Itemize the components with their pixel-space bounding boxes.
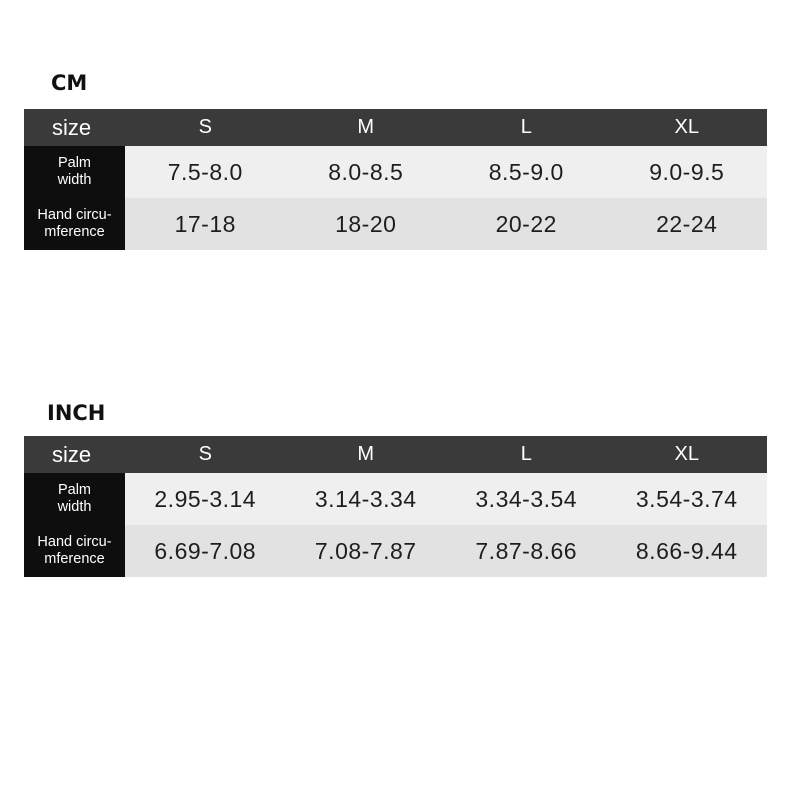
- row-label-palm-width: [24, 473, 125, 525]
- table-cell: 6.69-7.08: [154, 537, 257, 564]
- row-label-line: Hand circu-: [37, 534, 112, 550]
- table-cell: 3.34-3.54: [475, 485, 578, 512]
- table-cell: 3.14-3.34: [314, 485, 417, 512]
- cm-section-title: CM: [51, 71, 88, 95]
- row-label-hand-circumference: [24, 198, 125, 250]
- table-cell: 22-24: [656, 210, 718, 237]
- row-label-palm-width: [24, 146, 125, 198]
- row-label-line: mference: [44, 551, 105, 567]
- inch-size-table: [24, 436, 767, 577]
- table-cell: 2.95-3.14: [154, 485, 257, 512]
- table-row: [24, 198, 767, 250]
- size-header-label: size: [52, 441, 92, 467]
- table-cell: 8.5-9.0: [488, 158, 564, 185]
- size-xl-header: XL: [674, 443, 699, 465]
- size-l-header: L: [520, 443, 532, 465]
- row-label-line: width: [57, 499, 92, 515]
- size-xl-header: XL: [674, 116, 699, 138]
- inch-header-row: [24, 436, 767, 473]
- cm-header-row: [24, 109, 767, 146]
- table-cell: 20-22: [495, 210, 557, 237]
- table-cell: 7.5-8.0: [167, 158, 243, 185]
- table-cell: 17-18: [174, 210, 236, 237]
- table-cell: 7.87-8.66: [475, 537, 578, 564]
- table-cell: 3.54-3.74: [635, 485, 738, 512]
- size-m-header: M: [357, 116, 375, 138]
- size-m-header: M: [357, 443, 375, 465]
- table-cell: 18-20: [335, 210, 397, 237]
- table-row: [24, 525, 767, 577]
- row-label-line: mference: [44, 224, 105, 240]
- row-label-line: width: [57, 172, 92, 188]
- table-cell: 8.0-8.5: [328, 158, 404, 185]
- table-row: [24, 473, 767, 525]
- row-label-line: Palm: [57, 482, 92, 498]
- table-cell: 9.0-9.5: [649, 158, 725, 185]
- table-row: [24, 146, 767, 198]
- table-cell: 8.66-9.44: [635, 537, 738, 564]
- size-s-header: S: [198, 443, 212, 465]
- row-label-line: Hand circu-: [37, 207, 112, 223]
- table-cell: 7.08-7.87: [314, 537, 417, 564]
- row-label-line: Palm: [57, 155, 92, 171]
- cm-size-table: [24, 109, 767, 250]
- size-s-header: S: [198, 116, 212, 138]
- size-l-header: L: [520, 116, 532, 138]
- row-label-hand-circumference: [24, 525, 125, 577]
- inch-section-title: INCH: [47, 401, 106, 425]
- size-header-label: size: [52, 114, 92, 140]
